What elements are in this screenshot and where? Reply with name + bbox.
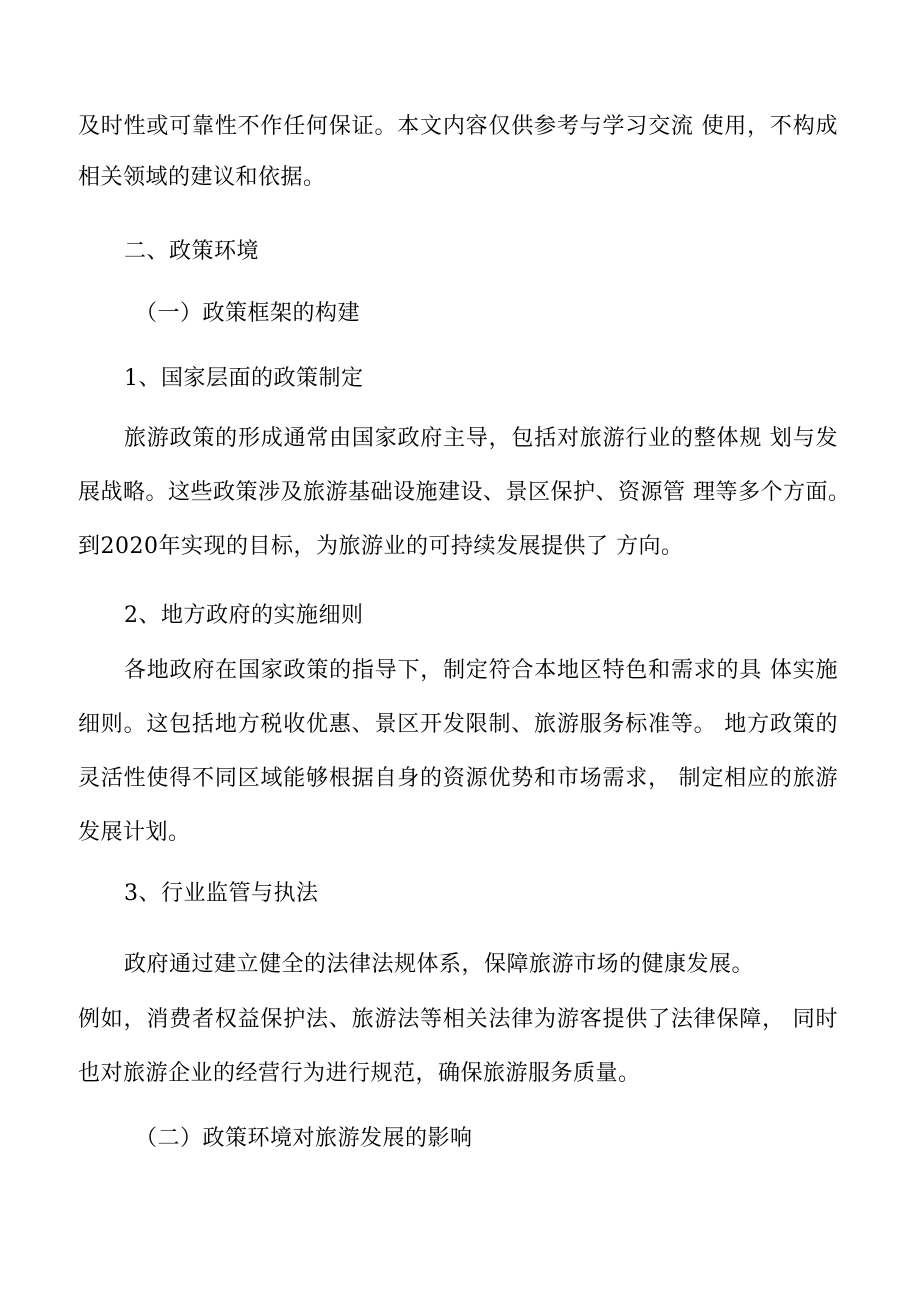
paragraph-regulation-line-2: 例如，消费者权益保护法、旅游法等相关法律为游客提供了法律保障， 同时 <box>78 1007 838 1032</box>
item-heading-local-rules: 2、地方政府的实施细则 <box>124 603 364 628</box>
paragraph-local-line-3: 灵活性使得不同区域能够根据自身的资源优势和市场需求， 制定相应的旅游 <box>78 766 838 791</box>
subsection-heading-policy-impact: （二）政策环境对旅游发展的影响 <box>135 1126 473 1151</box>
intro-line-1: 及时性或可靠性不作任何保证。本文内容仅供参考与学习交流 使用，不构成 <box>78 114 838 139</box>
paragraph-local-line-2: 细则。这包括地方税收优惠、景区开发限制、旅游服务标准等。 地方政策的 <box>78 712 838 737</box>
subsection-heading-policy-framework: （一）政策框架的构建 <box>135 301 361 326</box>
paragraph-local-line-1: 各地政府在国家政策的指导下，制定符合本地区特色和需求的具 体实施 <box>124 658 838 683</box>
paragraph-national-line-1: 旅游政策的形成通常由国家政府主导，包括对旅游行业的整体规 划与发 <box>124 426 838 451</box>
section-heading-policy-environment: 二、政策环境 <box>124 239 260 264</box>
item-heading-regulation: 3、行业监管与执法 <box>124 881 319 906</box>
item-heading-national-policy: 1、国家层面的政策制定 <box>124 366 364 391</box>
paragraph-national-line-2: 展战略。这些政策涉及旅游基础设施建设、景区保护、资源管 理等多个方面。 <box>78 480 851 505</box>
intro-line-2: 相关领域的建议和依据。 <box>78 165 326 190</box>
paragraph-national-line-3: 到2020年实现的目标，为旅游业的可持续发展提供了 方向。 <box>78 534 684 559</box>
paragraph-regulation-line-3: 也对旅游企业的经营行为进行规范，确保旅游服务质量。 <box>78 1061 641 1086</box>
paragraph-regulation-line-1: 政府通过建立健全的法律法规体系，保障旅游市场的健康发展。 <box>124 952 755 977</box>
paragraph-local-line-4: 发展计划。 <box>78 820 191 845</box>
